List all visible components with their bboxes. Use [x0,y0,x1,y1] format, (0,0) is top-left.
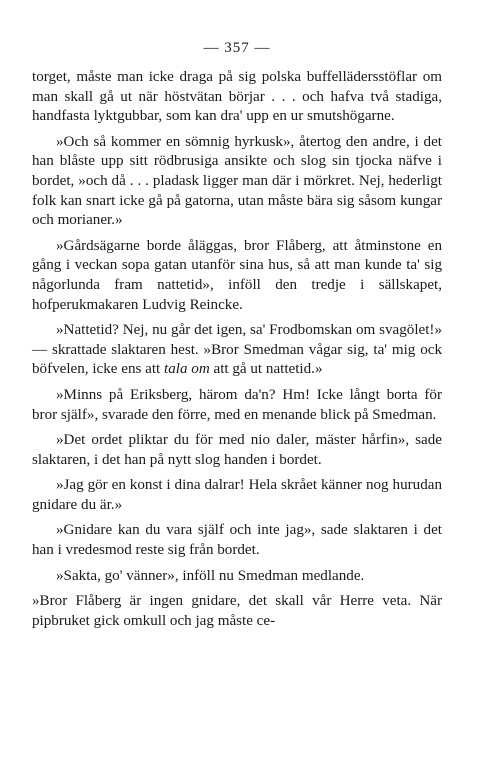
paragraph-8: »Gnidare kan du vara själf och inte jag», sade slaktaren i det han i vredesmod reste sig från bordet. [32,522,442,559]
paragraph-9: »Sakta, go' vänner», inföll nu Smedman medlande. [56,567,365,584]
paragraph-4-text-before: »Nattetid? Nej, nu går det igen, sa' Frodbomskan om svagölet!» — skrattade slaktaren hest. »Bror Smedman vågar sig, ta' mig ock böfvelen, icke ens att [32,322,442,378]
paragraph-3: »Gårdsägarne borde åläggas, bror Flåberg, att åtminstone en gång i veckan sopa gatan utanför sina hus, så att man kunde ta' sig någorlunda fram nattetid», inföll den tredje i sällskapet, hofperukmakaren Ludvig Reincke. [32,237,442,313]
paragraph-2: »Och så kommer en sömnig hyrkusk», återtog den andre, i det han blåste upp sitt rödbrusiga ansikte och slog sin tjocka näfve i bordet, »och då . . . pladask ligger man där i mörkret. Nej, hederligt folk kan snart icke gå på gatorna, utan måste bära sig såsom kungar och morianer.» [32,133,442,229]
body-text [32,68,442,631]
paragraph-5: »Minns på Eriksberg, härom da'n? Hm! Icke långt borta för bror själf», svarade den förre, med en menande blick på Smedman. [32,386,442,423]
paragraph-4-emphasis: tala om [164,361,210,378]
paragraph-10: »Bror Flåberg är ingen gnidare, det skall vår Herre veta. När pipbruket gick omkull och jag måste ce- [32,593,442,629]
page-number: — 357 — [203,40,271,56]
book-page [32,38,442,637]
paragraph-4 [32,321,442,380]
paragraph-6: »Det ordet pliktar du för med nio daler, mäster hårfin», sade slaktaren, i det han på nytt slog handen i bordet. [32,432,442,468]
paragraph-4-text-after: att gå ut nattetid.» [209,361,323,378]
paragraph-1: torget, måste man icke draga på sig polska buffellädersstöflar om man skall gå ut när höstvätan börjar . . . och hafva två stadiga, handfasta lyktgubbar, som kan dra' upp en ur smutshögarne. [32,69,442,125]
paragraph-7: »Jag gör en konst i dina dalrar! Hela skrået känner nog hurudan gnidare du är.» [32,477,442,513]
